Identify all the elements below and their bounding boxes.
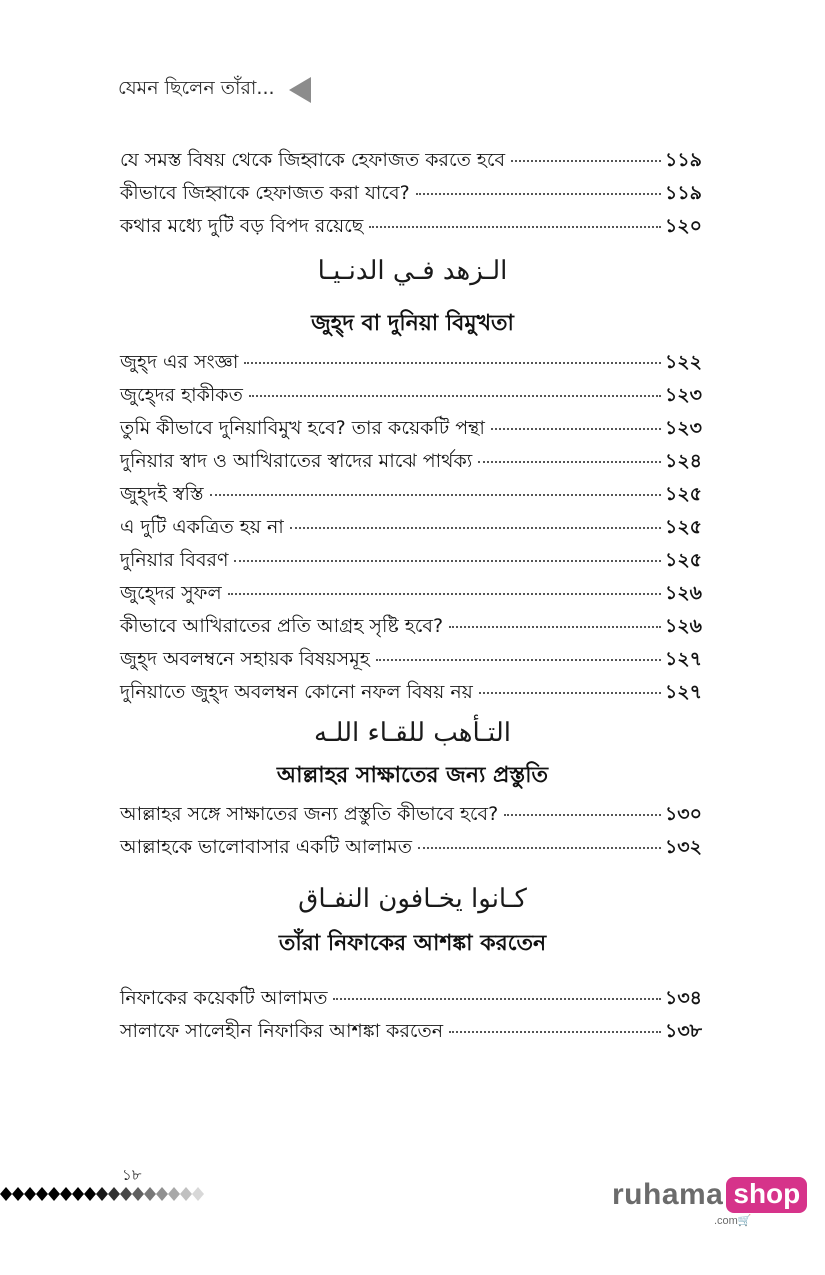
toc-entry-page: ১৩২ <box>664 836 702 858</box>
dot-leader <box>249 395 661 397</box>
arabic-section-title: الـزهد فـي الدنـيـا <box>317 256 508 286</box>
toc-entry-title: কীভাবে আখিরাতের প্রতি আগ্রহ সৃষ্টি হবে? <box>120 615 444 637</box>
toc-entry[interactable] <box>120 480 702 513</box>
diamond-ornament-mark <box>180 1187 192 1201</box>
diamond-ornament-mark <box>0 1187 12 1201</box>
toc-entry-title: দুনিয়ার বিবরণ <box>120 549 229 571</box>
section-heading: তাঁরা নিফাকের আশঙ্কা করতেন <box>278 931 547 956</box>
diamond-border-ornament <box>0 1186 210 1202</box>
diamond-ornament-mark <box>48 1187 60 1201</box>
toc-entry[interactable] <box>120 414 702 447</box>
toc-entry[interactable] <box>120 546 702 579</box>
dot-leader <box>290 527 661 529</box>
page-number: ১৮ <box>122 1166 142 1184</box>
toc-entry-title: যে সমস্ত বিষয় থেকে জিহ্বাকে হেফাজত করতে হবে <box>120 149 506 171</box>
toc-entry[interactable] <box>120 612 702 645</box>
diamond-ornament-mark <box>36 1187 48 1201</box>
toc-entry[interactable] <box>120 678 702 711</box>
toc-entry-page: ১২৬ <box>664 615 702 637</box>
dot-leader <box>449 626 661 628</box>
running-head-text: যেমন ছিলেন তাঁরা... <box>118 77 275 99</box>
triangle-left-icon <box>289 77 311 103</box>
section-heading: জুহ্দ বা দুনিয়া বিমুখতা <box>311 311 514 336</box>
section-heading: আল্লাহর সাক্ষাতের জন্য প্রস্তুতি <box>276 763 549 788</box>
toc-entry-page: ১২৩ <box>664 384 702 406</box>
toc-entry-page: ১১৯ <box>665 182 702 204</box>
dot-leader <box>416 193 661 195</box>
toc-entry-title: তুমি কীভাবে দুনিয়াবিমুখ হবে? তার কয়েকটি পন্থা <box>120 417 485 439</box>
toc-entry-page: ১১৯ <box>665 149 702 171</box>
dot-leader <box>418 847 661 849</box>
diamond-ornament-mark <box>192 1187 204 1201</box>
toc-entry-title: নিফাকের কয়েকটি আলামত <box>120 987 328 1009</box>
toc-entry-page: ১২৩ <box>664 417 702 439</box>
toc-entry-title: জুহ্দ এর সংজ্ঞা <box>120 351 239 373</box>
toc-entry-page: ১২৫ <box>664 549 702 571</box>
toc-entry-title: কীভাবে জিহ্বাকে হেফাজত করা যাবে? <box>120 182 410 204</box>
logo-domain-suffix <box>714 1214 752 1227</box>
toc-entry-page: ১২০ <box>664 215 702 237</box>
toc-entry-page: ১২৫ <box>664 516 702 538</box>
toc-entry[interactable] <box>120 381 702 414</box>
toc-entry-page: ১৩৪ <box>664 987 702 1009</box>
toc-entry[interactable] <box>120 645 702 678</box>
dot-leader <box>244 362 661 364</box>
toc-entry-title: দুনিয়াতে জুহ্দ অবলম্বন কোনো নফল বিষয় নয় <box>120 681 473 703</box>
toc-entry[interactable] <box>120 579 702 612</box>
dot-leader <box>234 560 661 562</box>
toc-entry-page: ১২৭ <box>664 681 702 703</box>
diamond-ornament-mark <box>12 1187 24 1201</box>
toc-list-meeting-allah <box>120 800 702 866</box>
toc-entry-page: ১৩০ <box>664 803 702 825</box>
toc-entry-page: ১২২ <box>664 351 702 373</box>
diamond-ornament-mark <box>156 1187 168 1201</box>
diamond-ornament-mark <box>24 1187 36 1201</box>
dot-leader <box>369 226 661 228</box>
arabic-section-title: كـانوا يخـافون النفـاق <box>298 884 527 914</box>
toc-entry[interactable] <box>120 348 702 381</box>
toc-entry-page: ১২৪ <box>664 450 702 472</box>
toc-list-tongue <box>120 146 702 245</box>
dot-leader <box>511 160 661 162</box>
logo-domain-text: .com <box>714 1215 738 1227</box>
toc-entry[interactable] <box>120 800 702 833</box>
diamond-ornament-mark <box>60 1187 72 1201</box>
dot-leader <box>376 659 661 661</box>
dot-leader <box>449 1031 661 1033</box>
publisher-logo[interactable] <box>612 1175 807 1215</box>
logo-shop-badge: shop <box>726 1177 807 1213</box>
diamond-ornament-mark <box>96 1187 108 1201</box>
diamond-ornament-mark <box>144 1187 156 1201</box>
toc-entry[interactable] <box>120 179 702 212</box>
toc-entry[interactable] <box>120 513 702 546</box>
toc-entry-title: জুহ্দের হাকীকত <box>120 384 243 406</box>
toc-entry[interactable] <box>120 984 702 1017</box>
toc-list-zuhd <box>120 348 702 711</box>
toc-entry[interactable] <box>120 212 702 245</box>
toc-entry-title: আল্লাহকে ভালোবাসার একটি আলামত <box>120 836 412 858</box>
dot-leader <box>504 814 661 816</box>
toc-entry-title: আল্লাহর সঙ্গে সাক্ষাতের জন্য প্রস্তুতি কীভাবে হবে? <box>120 803 499 825</box>
dot-leader <box>210 494 661 496</box>
diamond-ornament-mark <box>132 1187 144 1201</box>
diamond-ornament-mark <box>72 1187 84 1201</box>
diamond-ornament-mark <box>120 1187 132 1201</box>
toc-entry[interactable] <box>120 1017 702 1050</box>
running-head <box>118 75 311 105</box>
dot-leader <box>228 593 661 595</box>
logo-wordmark: ruhama <box>612 1178 724 1211</box>
toc-entry-page: ১৩৮ <box>664 1020 702 1042</box>
toc-entry[interactable] <box>120 447 702 480</box>
diamond-ornament-mark <box>84 1187 96 1201</box>
toc-list-nifaq <box>120 984 702 1050</box>
cart-icon: 🛒 <box>737 1215 752 1227</box>
dot-leader <box>479 692 661 694</box>
toc-entry-page: ১২৬ <box>664 582 702 604</box>
toc-entry-title: কথার মধ্যে দুটি বড় বিপদ রয়েছে <box>120 215 364 237</box>
toc-entry-title: জুহ্দ অবলম্বনে সহায়ক বিষয়সমূহ <box>120 648 370 670</box>
toc-entry-title: জুহ্দই স্বস্তি <box>120 483 204 505</box>
toc-entry-title: এ দুটি একত্রিত হয় না <box>120 516 284 538</box>
diamond-ornament-mark <box>108 1187 120 1201</box>
toc-entry-title: জুহ্দের সুফল <box>120 582 222 604</box>
dot-leader <box>478 461 661 463</box>
toc-entry[interactable] <box>120 146 702 179</box>
toc-entry-title: সালাফে সালেহীন নিফাকির আশঙ্কা করতেন <box>120 1020 444 1042</box>
toc-entry-title: দুনিয়ার স্বাদ ও আখিরাতের স্বাদের মাঝে পার্থক্য <box>120 450 473 472</box>
diamond-ornament-mark <box>168 1187 180 1201</box>
toc-entry[interactable] <box>120 833 702 866</box>
toc-entry-page: ১২৭ <box>664 648 702 670</box>
arabic-section-title: التـأهب للقـاء اللـه <box>313 718 512 748</box>
dot-leader <box>333 998 661 1000</box>
toc-entry-page: ১২৫ <box>664 483 702 505</box>
dot-leader <box>491 428 661 430</box>
